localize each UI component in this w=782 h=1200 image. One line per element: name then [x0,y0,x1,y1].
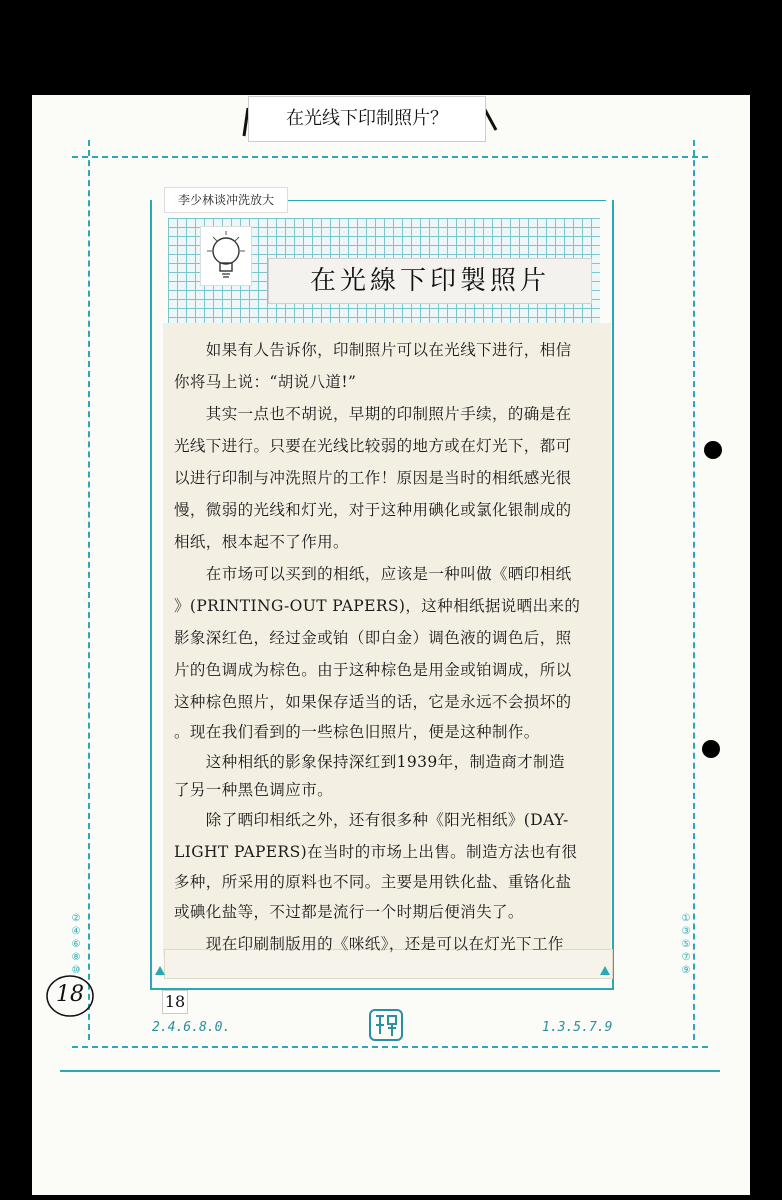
circled-page-number [44,972,96,1020]
column-label: 李少林谈冲洗放大 [164,187,288,213]
margin-number: ⑨ [681,965,691,976]
margin-number: ① [681,913,691,924]
body-line: 。现在我们看到的一些棕色旧照片，便是这种制作。 [174,723,540,741]
margin-number: ⑧ [71,952,81,963]
triangle-marker-left [155,966,165,975]
trim-line [60,1070,720,1072]
body-line: 慢，微弱的光线和灯光，对于这种用碘化或氯化银制成的 [174,501,572,519]
page-number: 18 [162,990,188,1014]
margin-number: ③ [681,926,691,937]
body-line: 了另一种黑色调应市。 [174,781,334,799]
body-line: LIGHT PAPERS)在当时的市场上出售。制造方法也有很 [174,843,578,861]
article-title: 在光線下印製照片 [268,258,592,304]
margin-number: ④ [71,926,81,937]
margin-number: ⑩ [71,965,81,976]
header-strip: 在光线下印制照片？ [248,96,486,142]
circled-number-text: 18 [56,982,84,1007]
column-line-right [612,200,614,990]
body-line: 这种相纸的影象保持深红到1939年，制造商才制造 [174,753,565,771]
column-line-top [286,200,606,201]
body-line: 》(PRINTING-OUT PAPERS)，这种相纸据说晒出来的 [174,597,581,615]
grid-strip [165,950,612,978]
body-line: 其实一点也不胡说，早期的印制照片手续，的确是在 [174,405,572,423]
margin-number: ⑤ [681,939,691,950]
guide-line-right [693,140,695,1040]
margin-numbers-left [70,912,82,977]
margin-number: ⑦ [681,952,691,963]
body-line: 光线下进行。只要在光线比较弱的地方或在灯光下，都可 [174,437,572,455]
binder-hole [704,441,722,459]
margin-number: ⑥ [71,939,81,950]
body-line: 或碘化盐等，不过都是流行一个时期后便消失了。 [174,903,524,921]
body-line: 影象深红色，经过金或铂（即白金）调色液的调色后，照 [174,629,572,647]
handwriting-left: 2.4.6.8.0. [152,1020,231,1035]
body-line: 你将马上说：“胡说八道!” [174,373,357,391]
handwriting-right: 1.3.5.7.9 [542,1020,613,1035]
body-line: 除了晒印相纸之外，还有很多种《阳光相纸》(DAY- [174,811,569,829]
column-line-left [150,200,152,990]
seal-stamp [368,1008,404,1042]
margin-number: ② [71,913,81,924]
column-line-bottom [150,988,614,990]
body-line: 在市场可以买到的相纸，应该是一种叫做《晒印相纸 [174,565,572,583]
body-line: 以进行印制与冲洗照片的工作！原因是当时的相纸感光很 [174,469,572,487]
guide-line-left [88,140,90,1040]
torn-tab [722,440,750,464]
body-line: 多种，所采用的原料也不同。主要是用铁化盐、重铬化盐 [174,873,572,891]
body-line: 现在印刷制版用的《咪纸》，还是可以在灯光下工作 [174,935,564,953]
binder-hole [702,740,720,758]
margin-numbers-right [680,912,692,977]
body-line: 片的色调成为棕色。由于这种棕色是用金或铂调成，所以 [174,661,572,679]
guide-line-top [72,156,708,158]
body-line: 如果有人告诉你，印制照片可以在光线下进行，相信 [174,341,572,359]
lightbulb-icon [200,226,252,286]
body-line: 这种棕色照片，如果保存适当的话，它是永远不会损坏的 [174,693,572,711]
guide-line-bottom [72,1046,708,1048]
body-line: 相纸，根本起不了作用。 [174,533,349,551]
triangle-marker-right [600,966,610,975]
